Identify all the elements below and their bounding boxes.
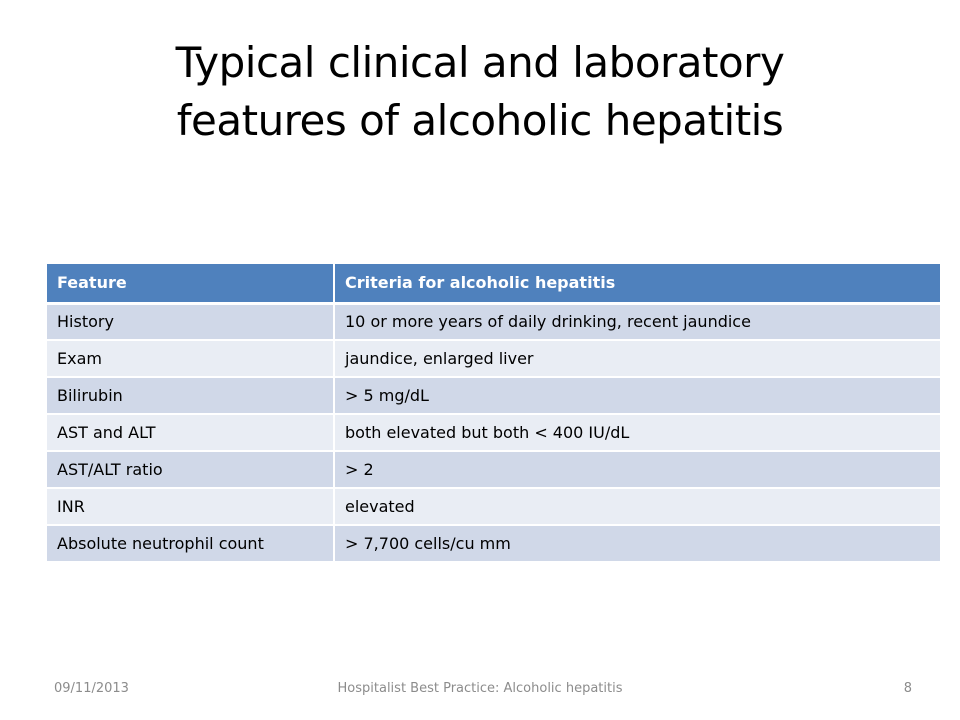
features-table	[47, 264, 940, 563]
table-row	[47, 488, 940, 525]
slide-title-line-2: features of alcoholic hepatitis	[176, 96, 784, 145]
table-row	[47, 451, 940, 488]
slide-title-line-1: Typical clinical and laboratory	[175, 38, 785, 87]
footer-presentation-title: Hospitalist Best Practice: Alcoholic hepatitis	[337, 681, 623, 696]
criteria-cell: jaundice, enlarged liver	[334, 340, 940, 377]
table-header-row	[47, 264, 940, 303]
table-row	[47, 303, 940, 340]
table-row	[47, 525, 940, 562]
criteria-cell: 10 or more years of daily drinking, recent jaundice	[334, 303, 940, 340]
criteria-cell: elevated	[334, 488, 940, 525]
slide-title	[48, 30, 912, 154]
feature-cell: AST/ALT ratio	[47, 451, 334, 488]
footer-date: 09/11/2013	[54, 681, 129, 696]
criteria-cell: > 7,700 cells/cu mm	[334, 525, 940, 562]
feature-cell: Exam	[47, 340, 334, 377]
feature-cell: Bilirubin	[47, 377, 334, 414]
feature-cell: Absolute neutrophil count	[47, 525, 334, 562]
table-row	[47, 414, 940, 451]
slide-page-number: 8	[903, 681, 912, 696]
table-row	[47, 340, 940, 377]
feature-cell: History	[47, 303, 334, 340]
criteria-cell: > 2	[334, 451, 940, 488]
table-row	[47, 377, 940, 414]
feature-cell: AST and ALT	[47, 414, 334, 451]
criteria-cell: > 5 mg/dL	[334, 377, 940, 414]
feature-cell: INR	[47, 488, 334, 525]
column-header-feature: Feature	[47, 264, 334, 303]
criteria-cell: both elevated but both < 400 IU/dL	[334, 414, 940, 451]
column-header-criteria: Criteria for alcoholic hepatitis	[334, 264, 940, 303]
